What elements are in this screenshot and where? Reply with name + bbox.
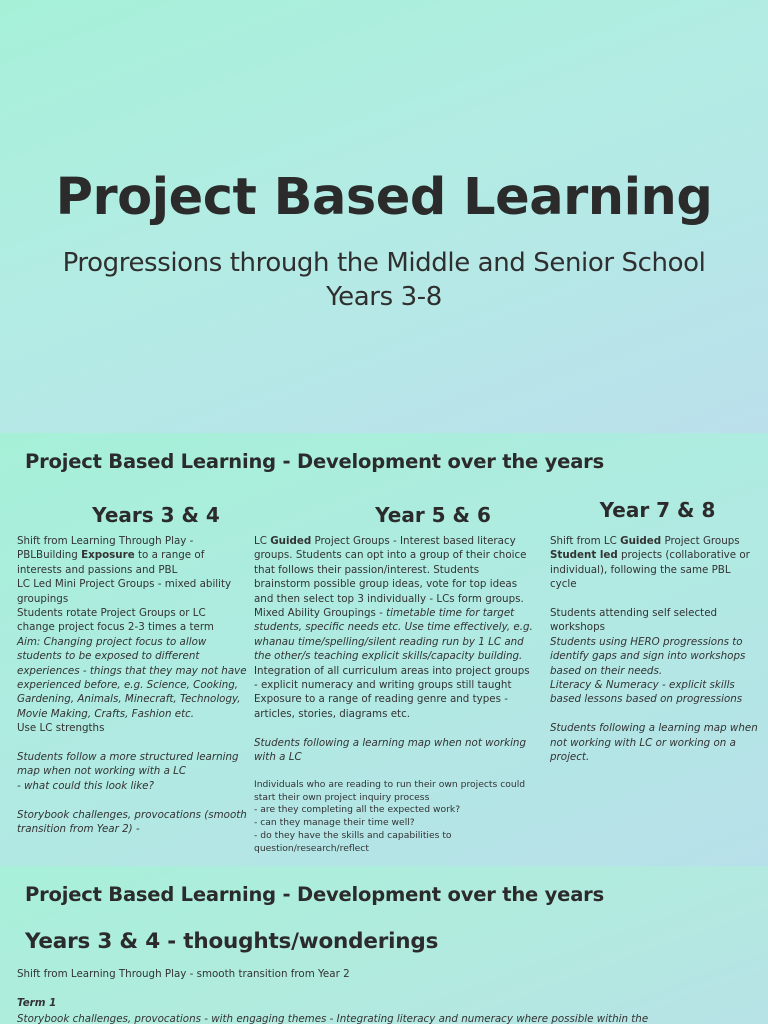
text-line: that follows their passion/interest. Students bbox=[254, 563, 480, 576]
section-heading: Project Based Learning - Development over the years bbox=[25, 883, 604, 906]
text-line: interests and passions and PBL bbox=[17, 563, 178, 576]
text-line: Storybook challenges, provocations - with engaging themes - Integrating literacy and numeracy where possible within the bbox=[17, 1013, 649, 1024]
column-year-7-8 bbox=[550, 534, 762, 764]
subtitle-line-2: Years 3-8 bbox=[326, 282, 442, 312]
column-year-5-6 bbox=[254, 534, 534, 856]
text-line: project. bbox=[550, 751, 590, 764]
text-line: Students following a learning map when bbox=[550, 722, 758, 735]
text-line: Student led projects (collaborative or bbox=[550, 549, 750, 562]
sub-heading: Years 3 & 4 - thoughts/wonderings bbox=[25, 929, 439, 954]
text-line: Literacy & Numeracy - explicit skills bbox=[550, 679, 735, 692]
text-line: Shift from Learning Through Play - smooth transition from Year 2 bbox=[17, 968, 350, 980]
text-line: change project focus 2-3 times a term bbox=[17, 621, 214, 634]
text-line: - explicit numeracy and writing groups still taught bbox=[254, 679, 512, 692]
text-line: transition from Year 2) - bbox=[17, 823, 140, 836]
page-title: Project Based Learning bbox=[55, 168, 713, 227]
text-line: whanau time/spelling/silent reading run by 1 LC and bbox=[254, 635, 524, 648]
subtitle bbox=[0, 246, 768, 314]
text-line: Exposure to a range of reading genre and types - bbox=[254, 693, 508, 706]
text-line: start their own project inquiry process bbox=[254, 791, 430, 803]
term-label: Term 1 bbox=[17, 997, 57, 1009]
column-heading-year-7-8: Year 7 & 8 bbox=[599, 498, 716, 522]
text-line: and then select top 3 individually - LCs form groups. bbox=[254, 592, 524, 605]
text-line: workshops bbox=[550, 621, 606, 634]
text-line: Use LC strengths bbox=[17, 722, 105, 735]
text-line: groups. Students can opt into a group of their choice bbox=[254, 549, 527, 562]
text-line: experienced before, e.g. Science, Cooking, bbox=[17, 679, 239, 692]
text-line: Aim: Changing project focus to allow bbox=[17, 635, 207, 648]
text-line: based on their needs. bbox=[550, 664, 663, 677]
development-slide bbox=[0, 433, 768, 866]
text-line: map when not working with a LC bbox=[17, 765, 187, 778]
text-line: Students rotate Project Groups or LC bbox=[17, 607, 206, 620]
subtitle-line-1: Progressions through the Middle and Senior School bbox=[62, 248, 706, 278]
text-line: - can they manage their time well? bbox=[254, 817, 415, 829]
text-line: Shift from Learning Through Play - bbox=[17, 535, 194, 547]
text-line: Individuals who are reading to run their own projects could bbox=[254, 778, 526, 790]
text-line: Storybook challenges, provocations (smooth bbox=[17, 808, 247, 821]
text-line: Students following a learning map when not working bbox=[254, 736, 526, 749]
text-line: Gardening, Animals, Minecraft, Technology, bbox=[17, 693, 241, 706]
text-line: cycle bbox=[550, 578, 577, 591]
text-line: LC Guided Project Groups - Interest based literacy bbox=[254, 535, 516, 547]
text-line: PBLBuilding Exposure to a range of bbox=[17, 549, 205, 562]
text-line: articles, stories, diagrams etc. bbox=[254, 707, 411, 720]
section-heading: Project Based Learning - Development over the years bbox=[25, 450, 604, 473]
text-line: experiences - things that they may not have bbox=[17, 664, 247, 677]
text-line: individual), following the same PBL bbox=[550, 563, 731, 576]
column-heading-year-5-6: Year 5 & 6 bbox=[375, 503, 491, 527]
text-line: Students attending self selected bbox=[550, 607, 718, 620]
text-line: Students using HERO progressions to bbox=[550, 635, 743, 648]
text-line: Movie Making, Crafts, Fashion etc. bbox=[17, 707, 195, 720]
text-line: question/research/reflect bbox=[254, 842, 369, 854]
text-line: with a LC bbox=[254, 751, 302, 764]
text-line: - do they have the skills and capabilities to bbox=[254, 830, 452, 842]
text-line: based lessons based on progressions bbox=[550, 693, 743, 706]
text-line: groupings bbox=[17, 592, 69, 605]
text-line: identify gaps and sign into workshops bbox=[550, 650, 746, 663]
thoughts-slide bbox=[0, 866, 768, 1024]
column-heading-years-3-4: Years 3 & 4 bbox=[92, 503, 220, 527]
text-line: not working with LC or working on a bbox=[550, 736, 736, 749]
text-line: students, specific needs etc. Use time effectively, e.g. bbox=[254, 621, 533, 634]
title-slide bbox=[0, 0, 768, 433]
text-line: Mixed Ability Groupings - timetable time for target bbox=[254, 607, 515, 620]
text-line: the other/s teaching explicit skills/capacity building. bbox=[254, 650, 523, 663]
text-line: - what could this look like? bbox=[17, 779, 154, 792]
text-line: - are they completing all the expected work? bbox=[254, 804, 461, 816]
text-line: brainstorm possible group ideas, vote for top ideas bbox=[254, 578, 518, 591]
text-line: Shift from LC Guided Project Groups bbox=[550, 535, 740, 547]
text-line: students to be exposed to different bbox=[17, 650, 200, 663]
column-years-3-4 bbox=[17, 534, 247, 837]
text-line: LC Led Mini Project Groups - mixed ability bbox=[17, 578, 232, 591]
text-line: Students follow a more structured learning bbox=[17, 751, 239, 764]
text-line: Integration of all curriculum areas into project groups bbox=[254, 664, 530, 677]
